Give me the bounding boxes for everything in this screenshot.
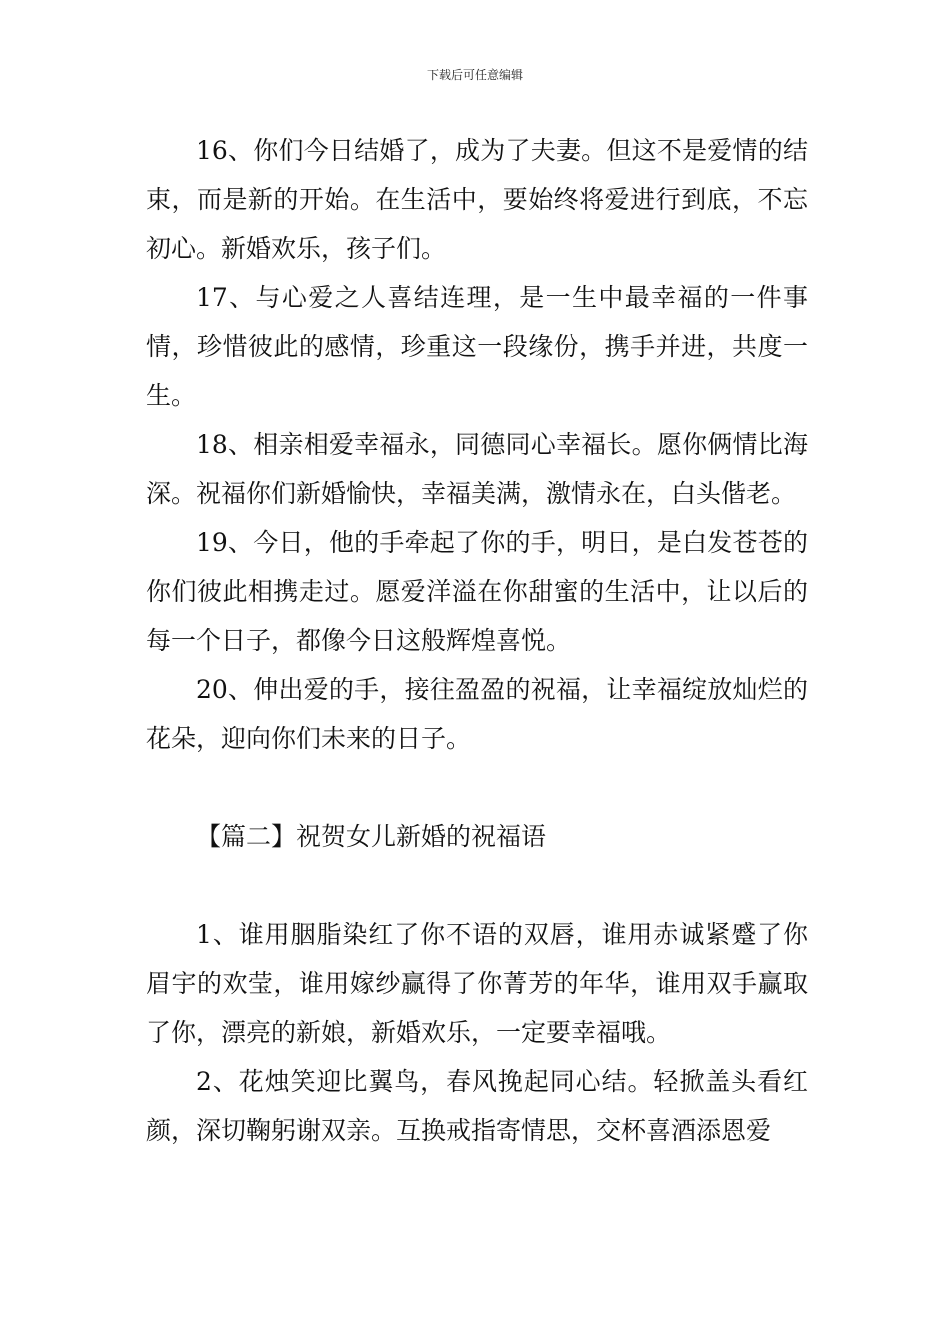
paragraph-18: 18、相亲相爱幸福永，同德同心幸福长。愿你俩情比海深。祝福你们新婚愉快，幸福美满，激情永在，白头偕老。 xyxy=(146,430,808,508)
paragraph-1: 1、谁用胭脂染红了你不语的双唇，谁用赤诚紧蹙了你眉宇的欢莹，谁用嫁纱赢得了你菁芳的年华，谁用双手赢取了你，漂亮的新娘，新婚欢乐，一定要幸福哦。 xyxy=(146,920,808,1047)
paragraph-19: 19、今日，他的手牵起了你的手，明日，是白发苍苍的你们彼此相携走过。愿爱洋溢在你甜蜜的生活中，让以后的每一个日子，都像今日这般辉煌喜悦。 xyxy=(146,528,808,655)
paragraph-20: 20、伸出爱的手，接往盈盈的祝福，让幸福绽放灿烂的花朵，迎向你们未来的日子。 xyxy=(146,675,808,753)
paragraph-17: 17、与心爱之人喜结连理，是一生中最幸福的一件事情，珍惜彼此的感情，珍重这一段缘份，携手并进，共度一生。 xyxy=(146,283,808,410)
section-heading: 【篇二】祝贺女儿新婚的祝福语 xyxy=(196,822,547,851)
page-header: 下载后可任意编辑 xyxy=(426,68,523,82)
paragraph-2: 2、花烛笑迎比翼鸟，春风挽起同心结。轻掀盖头看红颜，深切鞠躬谢双亲。互换戒指寄情思，交杯喜酒添恩爱 xyxy=(146,1067,808,1145)
paragraph-16: 16、你们今日结婚了，成为了夫妻。但这不是爱情的结束，而是新的开始。在生活中，要始终将爱进行到底，不忘初心。新婚欢乐，孩子们。 xyxy=(146,136,808,263)
document-body xyxy=(146,126,808,1155)
